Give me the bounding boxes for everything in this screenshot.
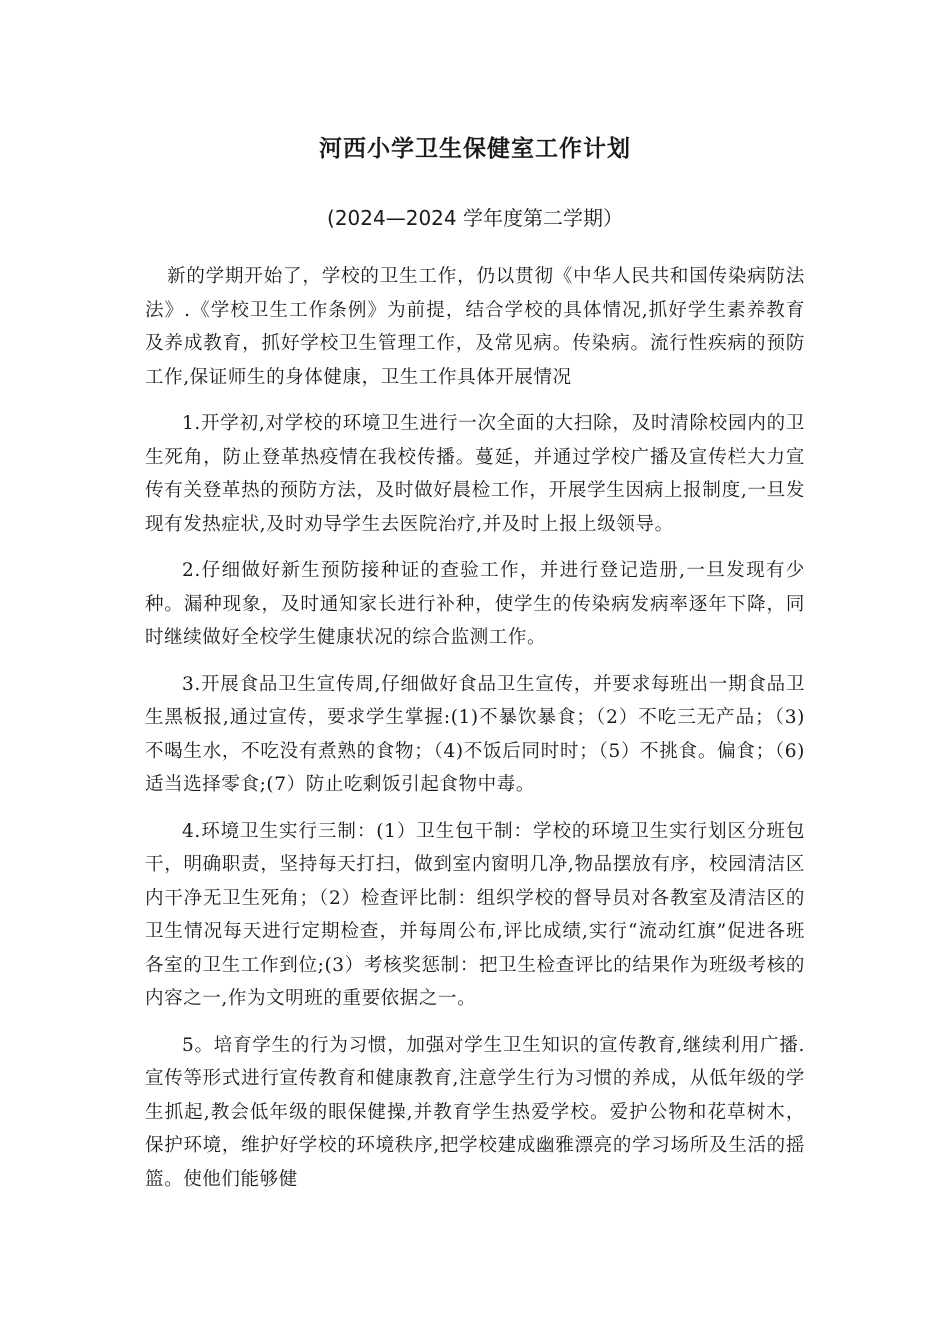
paragraph-item-5: 5。培育学生的行为习惯，加强对学生卫生知识的宣传教育,继续利用广播.宣传等形式进行宣传教育和健康教育,注意学生行为习惯的养成，从低年级的学生抓起,教会低年级的眼保健操,并教育学生热爱学校。爱护公物和花草树木，保护环境，维护好学校的环境秩序,把学校建成幽雅漂亮的学习场所及生活的摇篮。使他们能够健 [145, 1034, 805, 1190]
paragraph-item-1: 1.开学初,对学校的环境卫生进行一次全面的大扫除，及时清除校园内的卫生死角，防止登革热疫情在我校传播。蔓延，并通过学校广播及宣传栏大力宣传有关登革热的预防方法，及时做好晨检工作，开展学生因病上报制度,一旦发现有发热症状,及时劝导学生去医院治疗,并及时上报上级领导。 [145, 413, 805, 535]
paragraph-item-3: 3.开展食品卫生宣传周,仔细做好食品卫生宣传，并要求每班出一期食品卫生黑板报,通过宣传，要求学生掌握:(1)不暴饮暴食；（2）不吃三无产品；（3)不喝生水，不吃没有煮熟的食物；（4)不饭后同时时；（5）不挑食。偏食；（6)适当选择零食;(7）防止吃剩饭引起食物中毒。 [145, 673, 805, 795]
document-body [145, 260, 805, 1209]
document-title: 河西小学卫生保健室工作计划 [319, 136, 631, 162]
paragraph-item-2: 2.仔细做好新生预防接种证的查验工作，并进行登记造册,一旦发现有少种。漏种现象，及时通知家长进行补种，使学生的传染病发病率逐年下降，同时继续做好全校学生健康状况的综合监测工作。 [145, 560, 805, 648]
paragraph-item-4: 4.环境卫生实行三制：(1）卫生包干制：学校的环境卫生实行划区分班包干，明确职责，坚持每天打扫，做到室内窗明几净,物品摆放有序，校园清洁区内干净无卫生死角；（2）检查评比制：组织学校的督导员对各教室及清洁区的卫生情况每天进行定期检查，并每周公布,评比成绩,实行“流动红旗”促进各班各室的卫生工作到位;(3）考核奖惩制：把卫生检查评比的结果作为班级考核的内容之一,作为文明班的重要依据之一。 [145, 820, 805, 1009]
document-subtitle: (2024—2024 学年度第二学期） [327, 206, 623, 230]
paragraph-intro: 新的学期开始了，学校的卫生工作，仍以贯彻《中华人民共和国传染病防法法》.《学校卫生工作条例》为前提，结合学校的具体情况,抓好学生素养教育及养成教育，抓好学校卫生管理工作，及常见病。传染病。流行性疾病的预防工作,保证师生的身体健康，卫生工作具体开展情况 [145, 266, 805, 388]
